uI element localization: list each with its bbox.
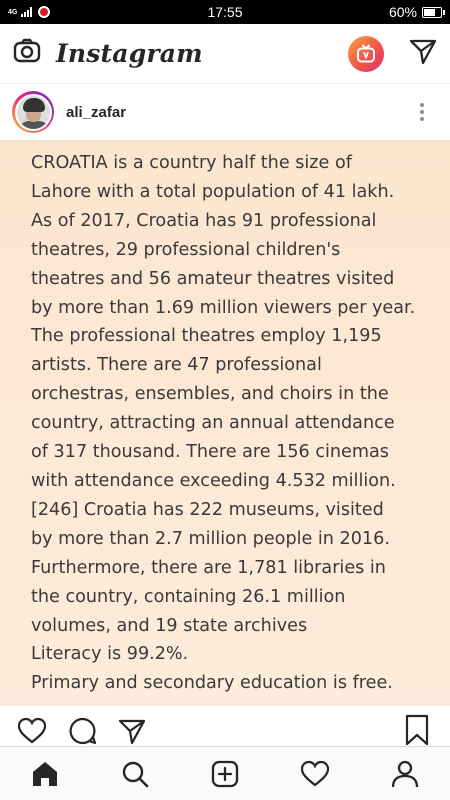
camera-icon[interactable] xyxy=(12,36,42,71)
post-header xyxy=(0,84,450,140)
status-left xyxy=(8,6,50,18)
profile-icon[interactable] xyxy=(385,754,425,794)
bottom-nav xyxy=(0,746,450,800)
instagram-logo: Instagram xyxy=(56,39,203,68)
signal-icon xyxy=(21,7,32,17)
network-type xyxy=(8,9,17,16)
search-icon[interactable] xyxy=(115,754,155,794)
heart-icon[interactable] xyxy=(17,716,47,746)
comment-icon[interactable] xyxy=(68,716,98,746)
post-image-text: CROATIA is a country half the size of Lahore with a total population of 41 lakh. As of 2017, Croatia has 91 professional theatres, 29 professional children's theatres and 56 amateur theatres visited by more than 1.69 million viewers per year. The professional theatres employ 1,195 artists. There are 47 professional orchestras, ensembles, and choirs in the country, attracting an annual attendance of 317 thousand. There are 156 cinemas with attendance exceeding 4.532 million. [246] Croatia has 222 museums, visited by more than 2.7 million people in 2016. Furthermore, there are 1,781 libraries in the country, containing 26.1 million volumes, and 19 state archives Literacy is 99.2%. Primary and secondary education is free. xyxy=(31,153,416,694)
battery-percent: 60% xyxy=(388,4,417,20)
direct-message-icon[interactable] xyxy=(408,36,438,71)
more-options-icon[interactable] xyxy=(412,99,432,125)
status-bar xyxy=(0,0,450,24)
post-actions xyxy=(0,706,450,746)
post-image[interactable] xyxy=(0,140,450,706)
activity-heart-icon[interactable] xyxy=(295,754,335,794)
notification-dot-icon xyxy=(38,6,50,18)
share-icon[interactable] xyxy=(117,716,147,746)
battery-icon xyxy=(422,7,442,18)
bookmark-icon[interactable] xyxy=(404,714,430,746)
igtv-icon[interactable] xyxy=(348,36,384,72)
add-post-icon[interactable] xyxy=(205,754,245,794)
top-bar xyxy=(0,24,450,84)
network-label: 4G xyxy=(8,8,18,16)
status-time: 17:55 xyxy=(207,4,243,20)
post-username[interactable]: ali_zafar xyxy=(66,103,127,121)
home-icon[interactable] xyxy=(25,754,65,794)
avatar[interactable] xyxy=(12,91,54,133)
status-right xyxy=(389,4,442,20)
avatar-photo xyxy=(15,94,52,131)
